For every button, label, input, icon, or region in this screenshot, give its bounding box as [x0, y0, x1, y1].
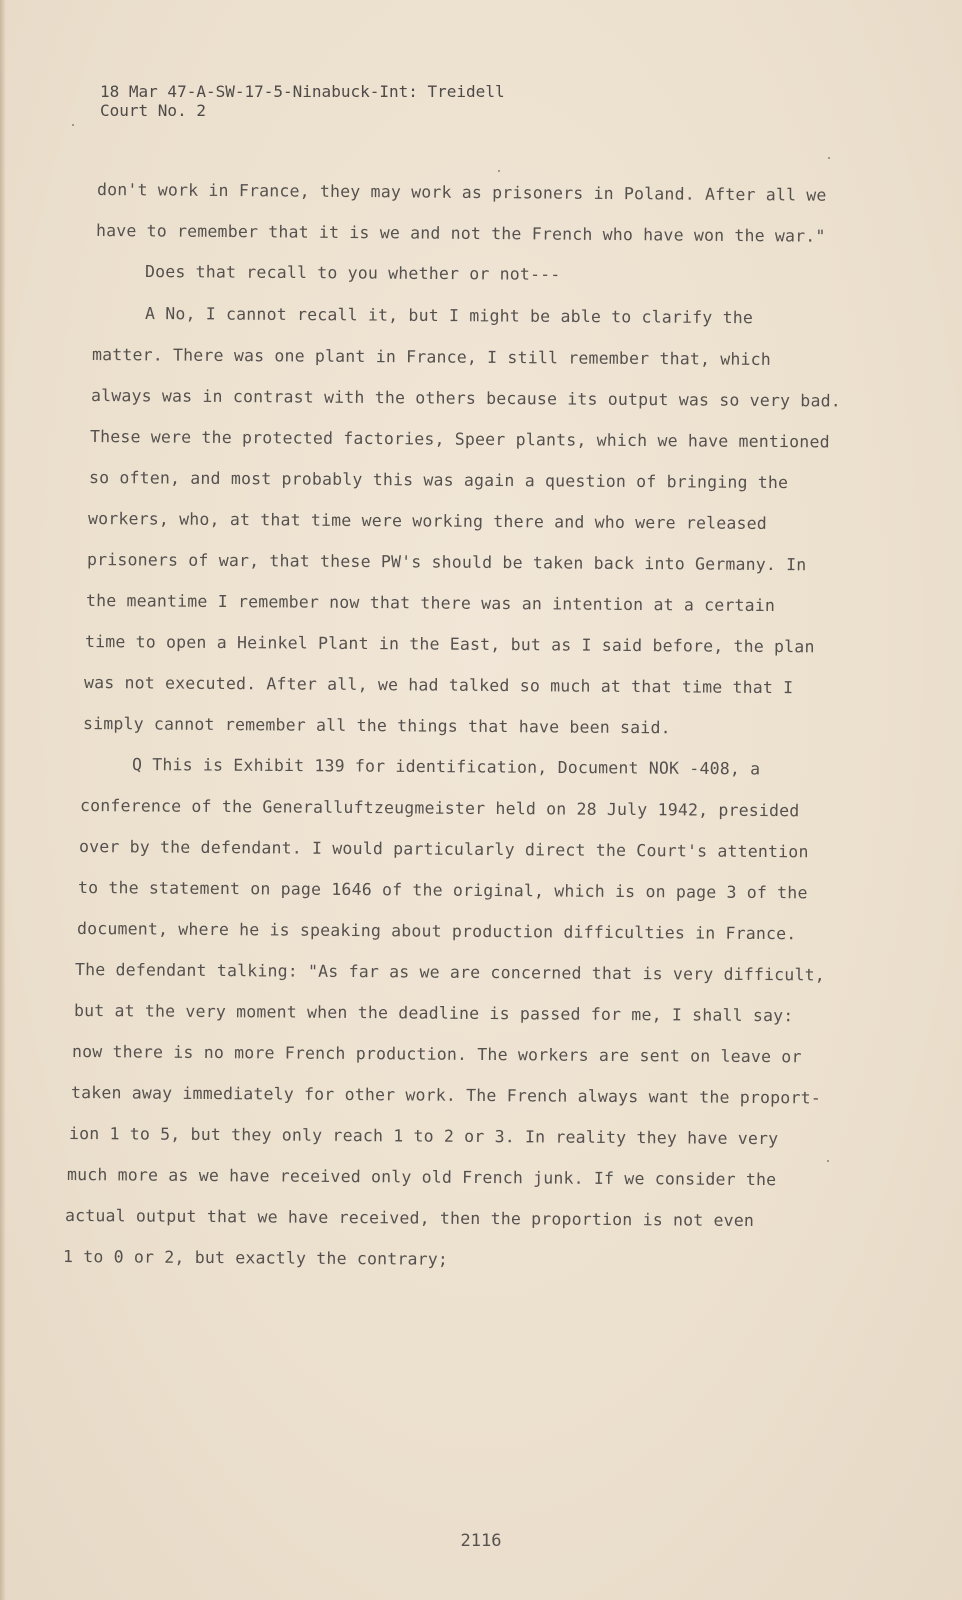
transcript-line: These were the protected factories, Speer plants, which we have mentioned	[89, 427, 830, 452]
transcript-line: document, where he is speaking about production difficulties in France.	[76, 919, 797, 944]
transcript-line: over by the defendant. I would particularly direct the Court's attention	[78, 837, 809, 862]
paper-speck	[498, 170, 500, 172]
transcript-line: A No, I cannot recall it, but I might be able to clarify the	[144, 304, 754, 328]
transcript-line: 1 to 0 or 2, but exactly the contrary;	[62, 1247, 449, 1269]
transcript-line: The defendant talking: "As far as we are concerned that is very difficult,	[74, 960, 825, 985]
transcript-line: much more as we have received only old French junk. If we consider the	[66, 1165, 777, 1190]
header-line-court: Court No. 2	[100, 101, 206, 120]
paper-speck	[72, 124, 74, 126]
transcript-line: workers, who, at that time were working there and who were released	[87, 509, 768, 533]
paper-speck	[828, 157, 830, 159]
transcript-line: have to remember that it is we and not the French who have won the war."	[95, 221, 826, 246]
transcript-line: always was in contrast with the others because its output was so very bad.	[90, 386, 841, 411]
transcript-line: the meantime I remember now that there was an intention at a certain	[85, 591, 776, 616]
transcript-line: time to open a Heinkel Plant in the East, but as I said before, the plan	[84, 632, 815, 657]
transcript-line: so often, and most probably this was again a question of bringing the	[88, 468, 789, 493]
document-header	[100, 82, 505, 120]
transcript-line: conference of the Generalluftzeugmeister held on 28 July 1942, presided	[79, 796, 800, 821]
transcript-line: actual output that we have received, then the proportion is not even	[64, 1206, 755, 1231]
transcript-line: was not executed. After all, we had talked so much at that time that I	[83, 673, 794, 698]
transcript-line: Q This is Exhibit 139 for identification, Document NOK -408, a	[131, 755, 761, 779]
transcript-line: now there is no more French production. The workers are sent on leave or	[71, 1042, 802, 1067]
transcript-line: Does that recall to you whether or not---	[144, 262, 561, 284]
transcript-line: but at the very moment when the deadline is passed for me, I shall say:	[73, 1001, 794, 1026]
transcript-line: don't work in France, they may work as prisoners in Poland. After all we	[96, 180, 827, 205]
header-line-reference: 18 Mar 47-A-SW-17-5-Ninabuck-Int: Treidell	[100, 82, 505, 101]
paper-speck	[827, 1160, 829, 1162]
transcript-line: to the statement on page 1646 of the original, which is on page 3 of the	[77, 878, 808, 903]
transcript-line: matter. There was one plant in France, I still remember that, which	[91, 345, 772, 369]
transcript-line: ion 1 to 5, but they only reach 1 to 2 or 3. In reality they have very	[68, 1124, 779, 1149]
transcript-line: taken away immediately for other work. The French always want the proport-	[70, 1083, 821, 1108]
transcript-line: simply cannot remember all the things that have been said.	[82, 714, 671, 738]
page-number: 2116	[460, 1531, 502, 1551]
transcript-line: prisoners of war, that these PW's should be taken back into Germany. In	[86, 550, 807, 575]
page-edge-shadow	[0, 0, 6, 1600]
